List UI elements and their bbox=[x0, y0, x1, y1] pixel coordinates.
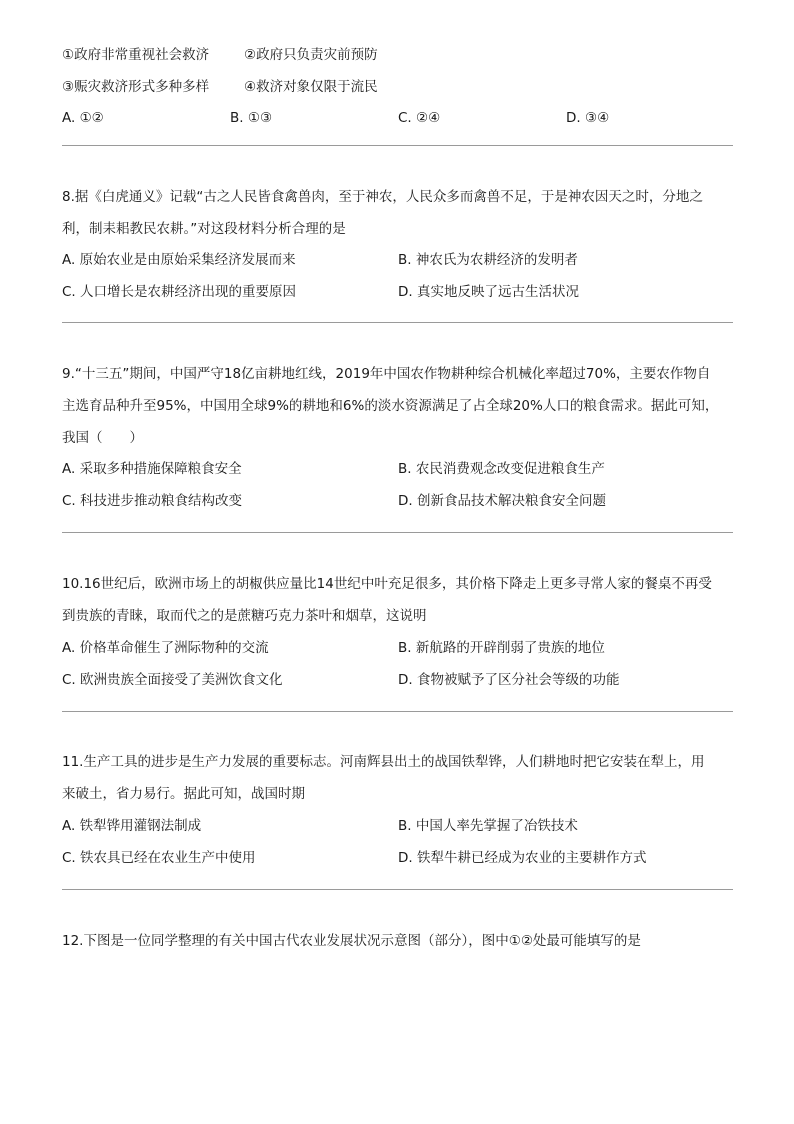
q9-option-d: D. 创新食品技术解决粮食安全问题 bbox=[398, 493, 606, 509]
q12-stem-line-1: 12.下图是一位同学整理的有关中国古代农业发展状况示意图（部分），图中①②处最可能填写的是 bbox=[62, 933, 641, 949]
q11-option-a: A. 铁犁铧用灌钢法制成 bbox=[62, 818, 202, 834]
q10-option-c: C. 欧洲贵族全面接受了美洲饮食文化 bbox=[62, 672, 283, 688]
divider bbox=[62, 889, 733, 890]
q9-stem-line-3: 我国（ ） bbox=[62, 430, 143, 446]
q7-option-c: C. ②④ bbox=[398, 110, 441, 126]
divider bbox=[62, 145, 733, 146]
q10-option-d: D. 食物被赋予了区分社会等级的功能 bbox=[398, 672, 620, 688]
q8-stem-line-1: 8.据《白虎通义》记载“古之人民皆食禽兽肉，至于神农，人民众多而禽兽不足，于是神农因天之时，分地之 bbox=[62, 189, 703, 205]
q9-option-b: B. 农民消费观念改变促进粮食生产 bbox=[398, 461, 605, 477]
divider bbox=[62, 322, 733, 323]
q7-option-d: D. ③④ bbox=[566, 110, 610, 126]
q9-stem-line-2: 主选育品种升至95%，中国用全球9%的耕地和6%的淡水资源满足了占全球20%人口的粮食需求。据此可知， bbox=[62, 398, 719, 414]
q7-item-4: ④救济对象仅限于流民 bbox=[244, 79, 378, 95]
q8-option-a: A. 原始农业是由原始采集经济发展而来 bbox=[62, 252, 296, 268]
q7-option-b: B. ①③ bbox=[230, 110, 273, 126]
q10-option-b: B. 新航路的开辟削弱了贵族的地位 bbox=[398, 640, 605, 656]
q9-option-c: C. 科技进步推动粮食结构改变 bbox=[62, 493, 243, 509]
divider bbox=[62, 532, 733, 533]
q10-option-a: A. 价格革命催生了洲际物种的交流 bbox=[62, 640, 269, 656]
q9-stem-line-1: 9.“十三五”期间，中国严守18亿亩耕地红线，2019年中国农作物耕种综合机械化率超过70%，主要农作物自 bbox=[62, 366, 711, 382]
q8-option-d: D. 真实地反映了远古生活状况 bbox=[398, 284, 579, 300]
q11-option-d: D. 铁犁牛耕已经成为农业的主要耕作方式 bbox=[398, 850, 647, 866]
q8-stem-line-2: 利，制耒耜教民农耕。”对这段材料分析合理的是 bbox=[62, 221, 346, 237]
q8-option-b: B. 神农氏为农耕经济的发明者 bbox=[398, 252, 578, 268]
q11-stem-line-2: 来破土，省力易行。据此可知，战国时期 bbox=[62, 786, 305, 802]
q11-option-b: B. 中国人率先掌握了冶铁技术 bbox=[398, 818, 578, 834]
q7-item-1: ①政府非常重视社会救济 bbox=[62, 47, 210, 63]
q10-stem-line-2: 到贵族的青睐，取而代之的是蔗糖巧克力茶叶和烟草，这说明 bbox=[62, 608, 427, 624]
q7-item-2: ②政府只负责灾前预防 bbox=[244, 47, 378, 63]
divider bbox=[62, 711, 733, 712]
q11-stem-line-1: 11.生产工具的进步是生产力发展的重要标志。河南辉县出土的战国铁犁铧，人们耕地时把它安装在犁上，用 bbox=[62, 754, 705, 770]
q7-option-a: A. ①② bbox=[62, 110, 104, 126]
q9-option-a: A. 采取多种措施保障粮食安全 bbox=[62, 461, 242, 477]
q11-option-c: C. 铁农具已经在农业生产中使用 bbox=[62, 850, 256, 866]
q7-item-3: ③赈灾救济形式多种多样 bbox=[62, 79, 210, 95]
q8-option-c: C. 人口增长是农耕经济出现的重要原因 bbox=[62, 284, 297, 300]
q10-stem-line-1: 10.16世纪后，欧洲市场上的胡椒供应量比14世纪中叶充足很多，其价格下降走上更多寻常人家的餐桌不再受 bbox=[62, 576, 712, 592]
